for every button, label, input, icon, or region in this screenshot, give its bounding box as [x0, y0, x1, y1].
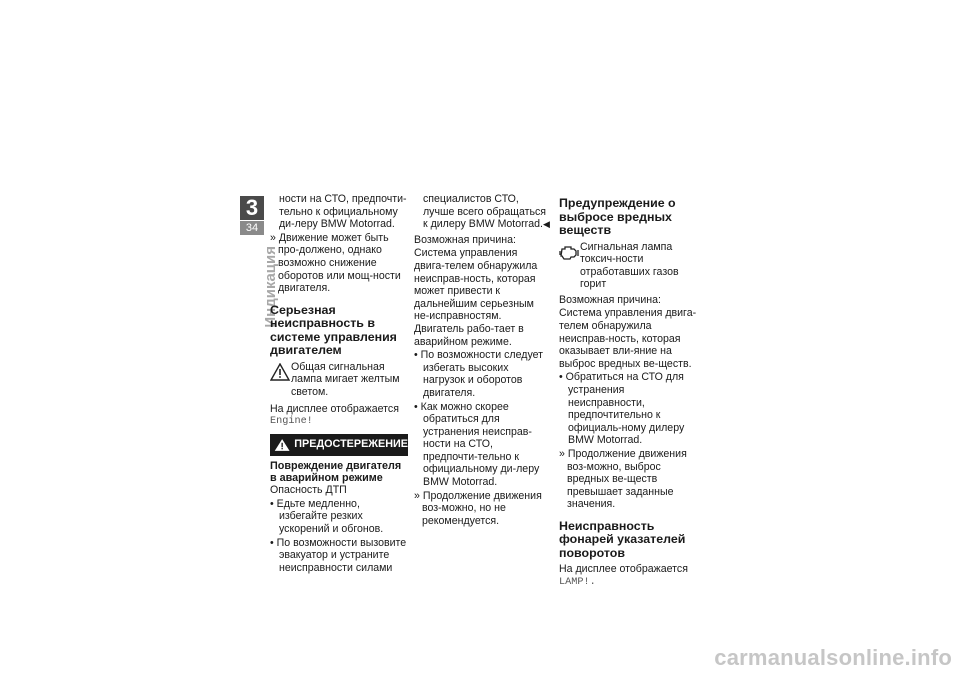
chapter-number: 3	[245, 195, 259, 220]
cause-label: Возможная причина:	[559, 293, 661, 306]
warning-label: ПРЕДОСТЕРЕЖЕНИЕ	[294, 438, 408, 451]
danger-subtitle: Опасность ДТП	[270, 484, 347, 497]
display-code: LAMP!.	[559, 577, 596, 589]
cause-text: Система управления двига-телем обнаружила неисправ-ность, которая оказывает вли-яние на выброс вредных ве-ществ.	[559, 307, 697, 370]
end-mark-icon: ◀	[542, 219, 550, 230]
continue-item: » Движение может быть про-должено, однако возможно снижение оборотов или мощ-ности двигателя.	[270, 231, 401, 295]
page-number-text: 34	[245, 222, 259, 234]
danger-title: Повреждение двигателя в аварийном режиме	[270, 459, 402, 484]
engine-check-icon	[559, 243, 579, 261]
cause-text: Система управления двига-телем обнаружила неисправ-ность, которая может привести к дальнейшим серьезным не-исправностям. Двигатель рабо-тает в аварийном режиме.	[414, 247, 538, 348]
list-item: • Обратиться на СТО для устранения неисправности, предпочтительно к официаль-ному дилеру BMW Motorrad.	[559, 371, 685, 447]
continued-text	[414, 193, 550, 231]
list-item: • Как можно скорее обратиться для устранения неисправ-ности на СТО, предпочти-тельно к официальному ди-леру BMW Motorrad.	[414, 400, 540, 489]
watermark: carmanualsonline.info	[714, 645, 952, 670]
section-heading: Серьезная неисправность в системе управления двигателем	[270, 302, 397, 358]
chapter-tab	[240, 196, 264, 220]
display-code: Engine!	[270, 416, 313, 428]
column-2	[414, 193, 550, 528]
continue-item: » Продолжение движения воз-можно, выброс вредных ве-ществ превышает заданные значения.	[559, 448, 687, 511]
display-text: На дисплее отображается	[559, 563, 688, 576]
lamp-text: Общая сигнальная лампа мигает желтым светом.	[291, 360, 400, 398]
section-heading: Неисправность фонарей указателей поворотов	[559, 518, 686, 560]
list-item: • По возможности следует избегать высоких нагрузок и оборотов двигателя.	[414, 349, 544, 399]
page-number	[240, 221, 264, 235]
continued-text: ности на СТО, предпочти-тельно к официальному ди-леру BMW Motorrad.	[279, 193, 407, 231]
column-1	[270, 193, 408, 575]
warning-banner	[270, 434, 408, 456]
lamp-text: Сигнальная лампа токсич-ности отработавших газов горит	[580, 240, 679, 291]
section-heading: Предупреждение о выбросе вредных веществ	[559, 196, 676, 237]
lamp-note	[270, 361, 408, 399]
section-label: Индикация	[262, 246, 279, 328]
column-3	[559, 193, 699, 591]
continue-item: » Продолжение движения воз-можно, но не рекомендуется.	[414, 489, 542, 527]
display-text: На дисплее отображается	[270, 402, 399, 415]
list-item: • Едьте медленно, избегайте резких ускорений и обгонов.	[270, 497, 384, 535]
lamp-note	[559, 241, 699, 291]
list-item: • По возможности вызовите эвакуатор и устраните неисправности силами	[270, 536, 407, 574]
warning-triangle-icon	[274, 436, 290, 454]
warning-triangle-icon	[270, 363, 290, 381]
continued-text-body: специалистов СТО, лучше всего обращаться к дилеру BMW Motorrad.	[423, 193, 547, 231]
cause-label: Возможная причина:	[414, 233, 516, 246]
